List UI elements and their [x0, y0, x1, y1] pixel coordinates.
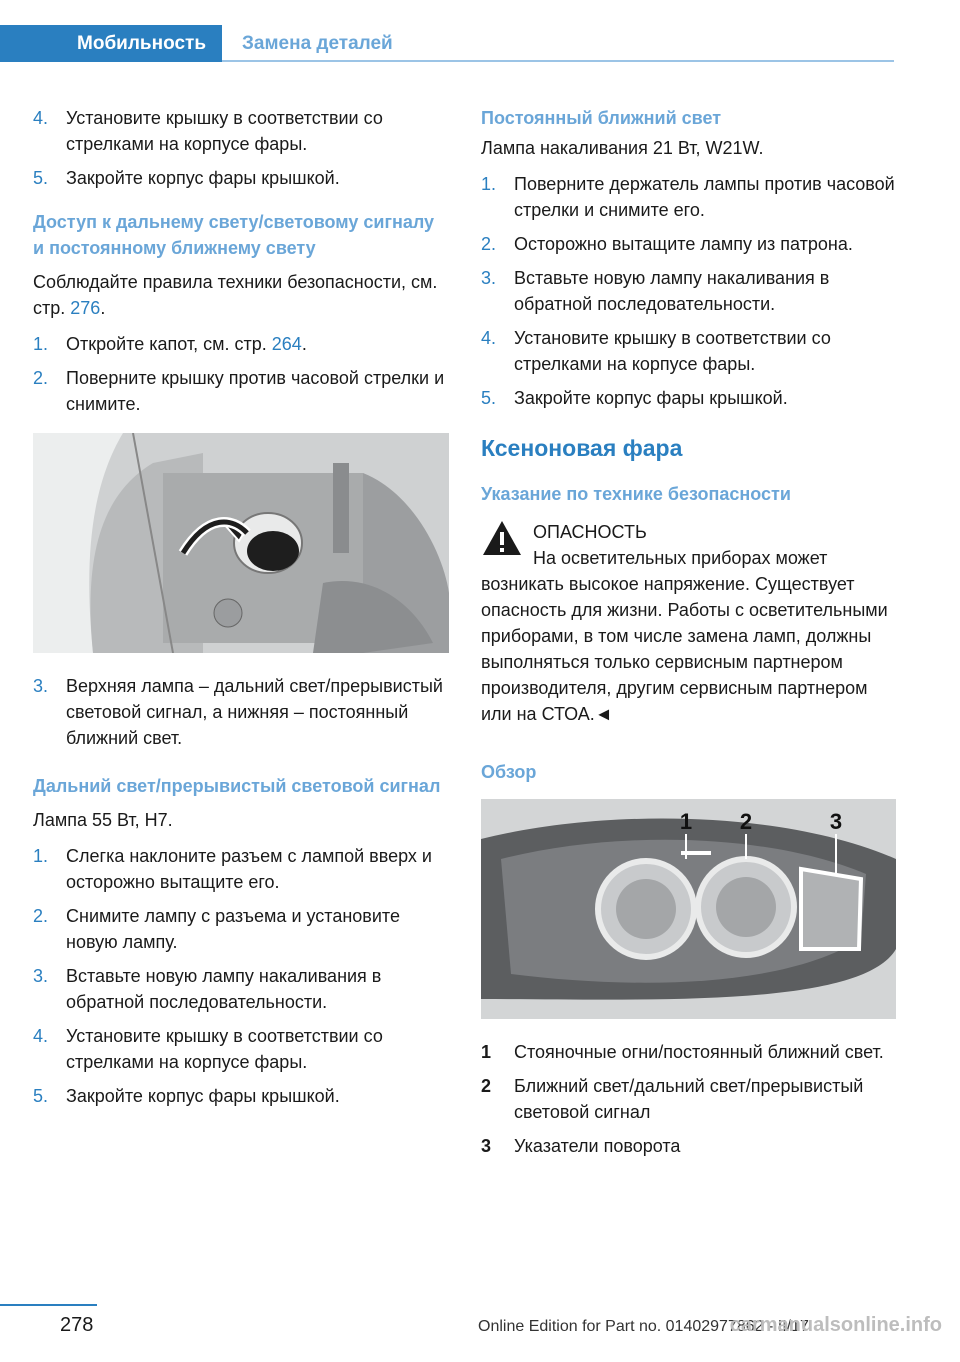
- steps-list-a: [33, 105, 449, 191]
- list-item: 2. Поверните крышку против часовой стрелки и снимите.: [33, 368, 445, 414]
- page-link-276[interactable]: 276: [70, 298, 101, 318]
- header-divider: [222, 60, 894, 62]
- list-item: 3. Верхняя лампа – дальний свет/прерывистый световой сигнал, а нижняя – постоянный ближний свет.: [33, 676, 443, 748]
- heading-overview: Обзор: [481, 762, 537, 782]
- heading-xenon: Ксеноновая фара: [481, 435, 683, 461]
- list-item: 5. Закройте корпус фары крышкой.: [33, 1086, 340, 1106]
- warning-triangle-icon: [481, 519, 523, 557]
- left-column: [33, 105, 449, 1117]
- heading-access: Доступ к дальнему свету/световому сигналу и постоянному ближнему свету: [33, 212, 435, 258]
- figure-label-2: 2: [739, 809, 753, 834]
- list-item: 1. Слегка наклоните разъем с лампой вверх и осторожно вытащите его.: [33, 846, 432, 892]
- heading-low-beam: Постоянный ближний свет: [481, 108, 722, 128]
- list-item: 1. Поверните держатель лампы против часовой стрелки и снимите его.: [481, 174, 895, 220]
- heading-high-beam: Дальний свет/прерывистый световой сигнал: [33, 776, 441, 796]
- danger-warning: [481, 519, 896, 727]
- headlight-illustration: [481, 799, 896, 1019]
- steps-list-b: [33, 331, 449, 417]
- page-number: 278: [60, 1314, 94, 1336]
- engine-bay-figure: [33, 433, 449, 653]
- legend-item: 3 Указатели поворота: [481, 1136, 681, 1156]
- legend-item: 1 Стояночные огни/постоянный ближний свет.: [481, 1042, 884, 1062]
- steps-list-b-cont: [33, 673, 449, 751]
- lamp-low-spec: Лампа накаливания 21 Вт, W21W.: [481, 138, 764, 158]
- figure-label-3: 3: [829, 809, 843, 834]
- legend-list: [481, 1039, 896, 1159]
- right-column: [481, 105, 896, 1167]
- list-item: 3. Вставьте новую лампу накаливания в обратной последовательности.: [33, 966, 382, 1012]
- list-item: 4. Установите крышку в соответствии со стрелками на корпусе фары.: [33, 1026, 383, 1072]
- warning-title: ОПАСНОСТЬ: [533, 522, 647, 542]
- list-item: 2. Снимите лампу с разъема и установите новую лампу.: [33, 906, 400, 952]
- page-header: [0, 0, 960, 62]
- steps-list-c: [33, 843, 449, 1109]
- watermark: carmanualsonline.info: [729, 1314, 942, 1336]
- list-item: 5. Закройте корпус фары крышкой.: [481, 388, 788, 408]
- figure-label-1: 1: [679, 809, 693, 834]
- heading-safety: Указание по технике безопасности: [481, 484, 791, 504]
- footer-rule: [0, 1304, 97, 1306]
- engine-bay-illustration: [33, 433, 449, 653]
- warning-text: На осветительных приборах может возникать высокое напряжение. Существует опасность для жизни. Работы с осветительными приборами, в том числе замена ламп, должны выполняться только сервисным партнером производителя, другим сервисным партнером или на СТОА.◄: [481, 548, 888, 724]
- lamp-high-spec: Лампа 55 Вт, H7.: [33, 810, 173, 830]
- list-item: 3. Вставьте новую лампу накаливания в обратной последовательности.: [481, 268, 830, 314]
- list-item: 1. Откройте капот, см. стр. 264.: [33, 334, 307, 354]
- list-item: 2. Осторожно вытащите лампу из патрона.: [481, 234, 853, 254]
- edition-note: Online Edition for Part no. 01402977862 - II/17: [478, 1318, 809, 1335]
- legend-item: 2 Ближний свет/дальний свет/прерывистый световой сигнал: [481, 1076, 864, 1122]
- headlight-figure: [481, 799, 896, 1019]
- page-link-264[interactable]: 264: [271, 334, 302, 354]
- list-item: 4. Установите крышку в соответствии со стрелками на корпусе фары.: [481, 328, 831, 374]
- steps-list-d: [481, 171, 896, 411]
- safety-reference: Соблюдайте правила техники безопасности, см. стр. 276.: [33, 272, 438, 318]
- tab-mobility[interactable]: Мобильность: [0, 25, 222, 62]
- list-item: 4. Установите крышку в соответствии со стрелками на корпусе фары.: [33, 108, 383, 154]
- list-item: 5. Закройте корпус фары крышкой.: [33, 168, 340, 188]
- tab-parts-replacement[interactable]: Замена деталей: [242, 32, 393, 54]
